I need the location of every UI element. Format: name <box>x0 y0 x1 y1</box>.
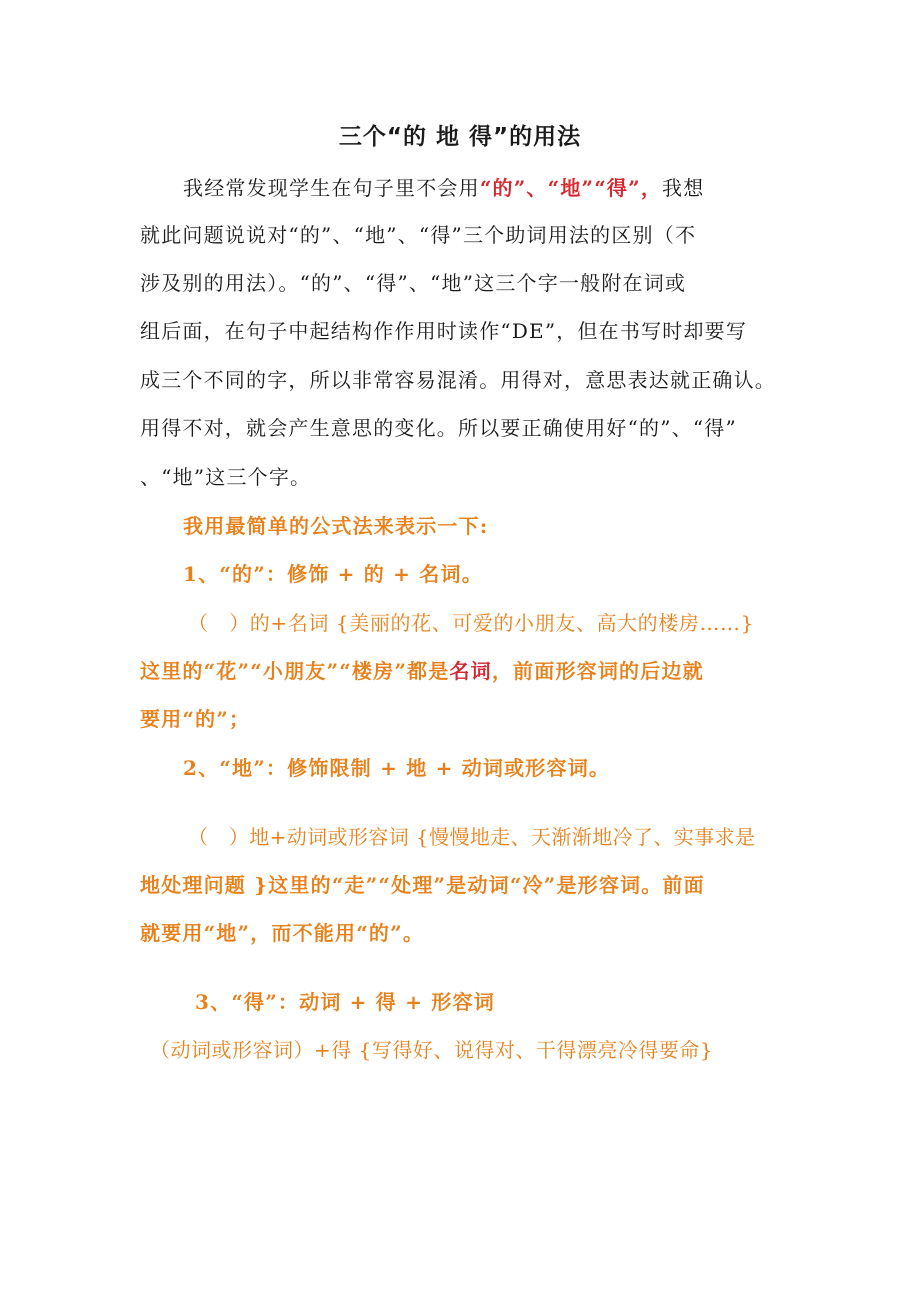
explanation-de2-1: 地处理问题 }这里的“走”“处理”是动词“冷”是形容词。前面 <box>140 873 705 897</box>
explanation-de1 <box>140 655 704 684</box>
intro-line-5: 成三个不同的字，所以非常容易混淆。用得对，意思表达就正确认。 <box>140 368 776 392</box>
explanation-de1-end: 要用“的”； <box>140 707 251 731</box>
formula-intro: 我用最简单的公式法来表示一下: <box>183 514 489 538</box>
intro-text: 我经常发现学生在句子里不会用 <box>183 176 480 200</box>
page-title: 三个“的 地 得”的用法 <box>338 124 582 150</box>
intro-line-4: 组后面，在句子中起结构作作用时读作“DE”，但在书写时却要写 <box>140 319 748 343</box>
explanation-de1-tail: ，前面形容词的后边就 <box>491 659 704 683</box>
example-de2: （ ）地+动词或形容词 {慢慢地走、天渐渐地冷了、实事求是 <box>188 825 756 849</box>
intro-text-end: 我想 <box>662 176 705 200</box>
explanation-de1-text: 这里的“花”“小朋友”“楼房”都是 <box>140 659 450 683</box>
explanation-de2-2: 就要用“地”，而不能用“的”。 <box>140 921 425 945</box>
intro-line-3: 涉及别的用法）。“的”、“得”、“地”这三个字一般附在词或 <box>140 271 687 295</box>
example-de1: （ ）的+名词 {美丽的花、可爱的小朋友、高大的楼房……} <box>188 611 754 635</box>
example-de3: （动词或形容词）+得 {写得好、说得对、干得漂亮冷得要命} <box>150 1038 714 1062</box>
intro-line-2: 就此问题说说对“的”、“地”、“得”三个助词用法的区别（不 <box>140 223 697 247</box>
intro-line-6: 用得不对，就会产生意思的变化。所以要正确使用好“的”、“得” <box>140 416 737 440</box>
rule-de1: 1、“的”：修饰 + 的 + 名词。 <box>183 562 483 586</box>
highlight-de-di-de: “的”、“地”“得”， <box>479 176 663 200</box>
intro-line-7: 、“地”这三个字。 <box>140 465 312 489</box>
rule-de2: 2、“地”：修饰限制 + 地 + 动词或形容词。 <box>183 756 611 780</box>
term-noun: 名词 <box>449 659 492 683</box>
intro-line-1 <box>183 172 704 201</box>
rule-de3: 3、“得”：动词 + 得 + 形容词 <box>195 990 495 1014</box>
